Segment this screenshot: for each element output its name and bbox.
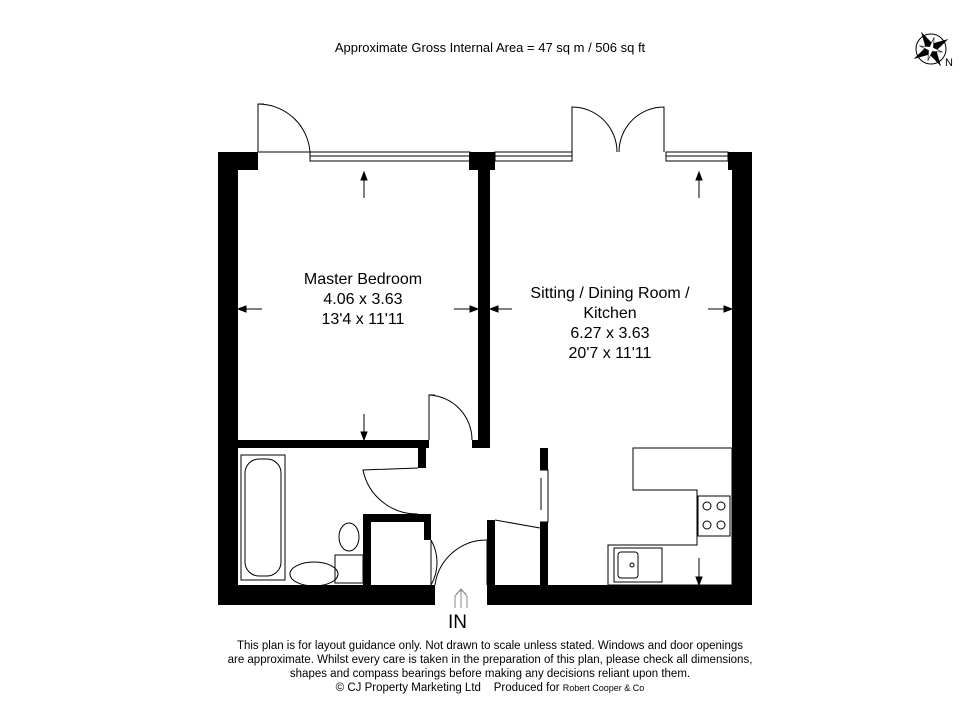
room-bedroom-name: Master Bedroom bbox=[303, 271, 423, 288]
door-bathroom bbox=[363, 468, 418, 514]
room-living-imperial: 20'7 x 11'11 bbox=[568, 345, 652, 362]
wall-cupboard-right bbox=[424, 514, 431, 540]
wall-bottom-left bbox=[218, 585, 435, 605]
door-store bbox=[495, 520, 540, 528]
entrance-label: IN bbox=[448, 612, 467, 633]
room-living-label bbox=[500, 284, 720, 364]
basin bbox=[290, 562, 338, 586]
bath bbox=[241, 455, 285, 580]
entrance-arrow-icon bbox=[455, 589, 467, 608]
hob bbox=[698, 496, 730, 536]
wall-right bbox=[732, 152, 752, 605]
disclaimer bbox=[0, 639, 980, 695]
wall-hall-right-low bbox=[540, 522, 548, 585]
wall-bath-right bbox=[418, 448, 426, 468]
compass-north-label: N bbox=[945, 57, 953, 69]
wall-bottom-right bbox=[487, 585, 752, 605]
room-living-name-line1: Sitting / Dining Room / bbox=[530, 285, 690, 302]
room-living-name-line2: Kitchen bbox=[583, 305, 637, 322]
room-bedroom-metric: 4.06 x 3.63 bbox=[323, 291, 403, 308]
door-bedroom bbox=[429, 395, 472, 440]
kitchen-counter bbox=[608, 448, 732, 585]
door-living-french-right bbox=[619, 107, 664, 152]
disclaimer-line2: are approximate. Whilst every care is taken in the preparation of this plan, please check all dimensions, bbox=[227, 654, 753, 666]
wall-cupboard-left bbox=[363, 514, 371, 585]
wall-left bbox=[218, 152, 238, 605]
wall-hall-right bbox=[540, 448, 548, 470]
wall-top-left bbox=[218, 152, 258, 170]
room-bedroom-imperial: 13'4 x 11'11 bbox=[321, 311, 405, 328]
toilet-bowl bbox=[339, 523, 359, 551]
wall-bedroom-bottom bbox=[237, 440, 429, 448]
disclaimer-line3: shapes and compass bearings before making any decisions reliant upon them. bbox=[289, 668, 691, 680]
wall-bath-inner bbox=[363, 514, 431, 522]
room-living-metric: 6.27 x 3.63 bbox=[570, 325, 650, 342]
copyright: © CJ Property Marketing Ltd bbox=[335, 682, 481, 694]
door-front bbox=[435, 540, 487, 585]
agent-name: Robert Cooper & Co bbox=[562, 683, 645, 693]
produced-for: Produced for bbox=[493, 682, 560, 694]
door-living-french-left bbox=[572, 107, 617, 152]
disclaimer-line1: This plan is for layout guidance only. Not drawn to scale unless stated. Windows and door openings bbox=[236, 640, 744, 652]
door-bedroom-balcony bbox=[258, 104, 310, 152]
wall-hall-divider bbox=[476, 440, 484, 448]
area-title: Approximate Gross Internal Area = 47 sq m / 506 sq ft bbox=[334, 40, 646, 55]
wall-store-left bbox=[487, 520, 495, 585]
wall-partition bbox=[478, 160, 490, 442]
toilet-cistern bbox=[335, 555, 363, 583]
room-bedroom-label bbox=[268, 270, 458, 330]
disclaimer-credits bbox=[0, 681, 980, 695]
